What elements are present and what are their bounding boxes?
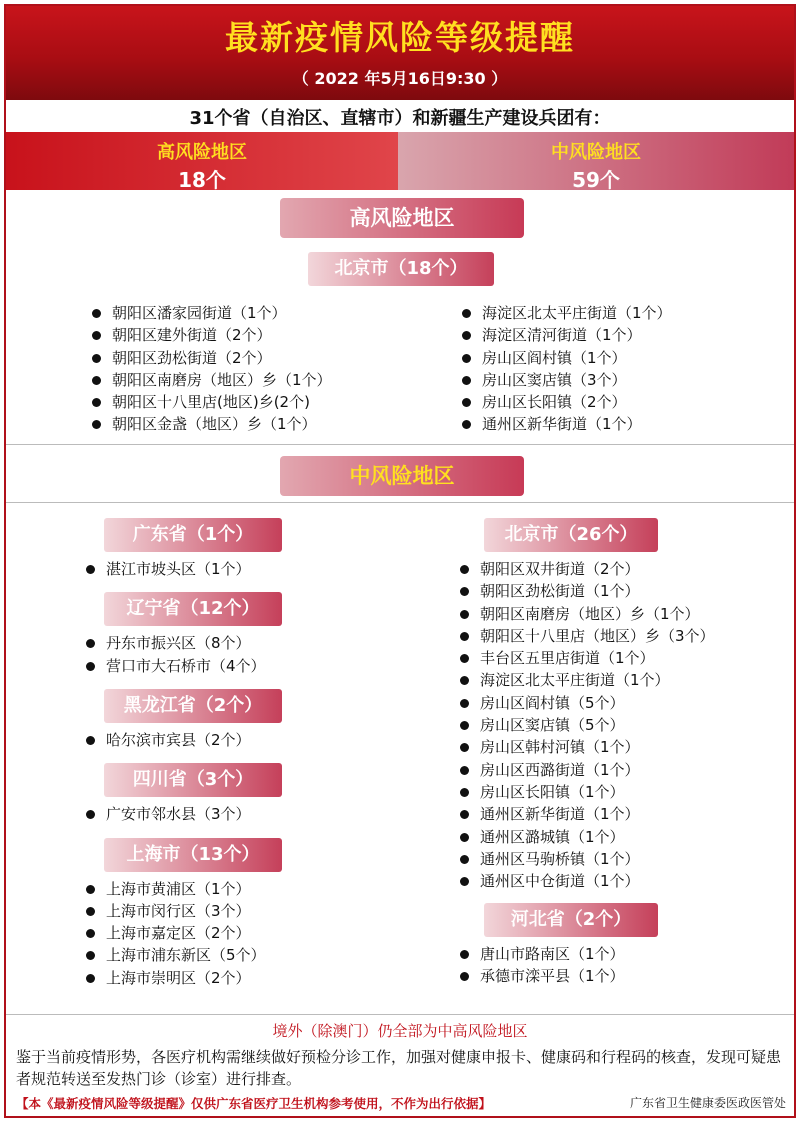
area-item: 朝阳区十八里店(地区)乡(2个) — [90, 391, 332, 413]
summary-high-count: 18个 — [178, 168, 226, 192]
intro-text: 31个省（自治区、直辖市）和新疆生产建设兵团有： — [189, 108, 611, 129]
section-divider — [6, 444, 794, 445]
province-header: 四川省（3个） — [104, 763, 282, 797]
poster — [4, 4, 796, 1118]
area-item: 湛江市坡头区（1个） — [84, 558, 251, 580]
high-risk-list-left — [90, 302, 332, 436]
footer — [16, 1094, 786, 1116]
area-item: 通州区中仓街道（1个） — [458, 870, 715, 892]
area-item: 房山区长阳镇（2个） — [460, 391, 672, 413]
province-area-list — [458, 943, 625, 988]
high-risk-section-label: 高风险地区 — [349, 206, 455, 230]
footer-disclaimer: 【本《最新疫情风险等级提醒》仅供广东省医疗卫生机构参考使用，不作为出行依据】 — [16, 1096, 492, 1111]
summary-high-label: 高风险地区 — [157, 142, 247, 163]
update-time: （ 2022 年5月16日9:30 ） — [292, 69, 508, 88]
area-item: 海淀区北太平庄街道（1个） — [460, 302, 672, 324]
area-item: 通州区新华街道（1个） — [460, 413, 672, 435]
province-area-list — [84, 632, 266, 677]
province-header: 北京市（26个） — [484, 518, 658, 552]
footer-source: 广东省卫生健康委医政医管处 — [629, 1096, 786, 1110]
province-header: 上海市（13个） — [104, 838, 282, 872]
area-item: 朝阳区建外街道（2个） — [90, 324, 332, 346]
area-item: 朝阳区金盏（地区）乡（1个） — [90, 413, 332, 435]
province-area-list — [84, 803, 251, 825]
area-item: 朝阳区双井街道（2个） — [458, 558, 715, 580]
province-header: 广东省（1个） — [104, 518, 282, 552]
mid-risk-section-title — [280, 456, 524, 496]
province-area-list — [458, 558, 715, 892]
area-item: 朝阳区南磨房（地区）乡（1个） — [458, 603, 715, 625]
area-item: 朝阳区劲松街道（1个） — [458, 580, 715, 602]
area-item: 房山区窦店镇（3个） — [460, 369, 672, 391]
mid-risk-section-label: 中风险地区 — [349, 464, 455, 488]
area-item: 上海市闵行区（3个） — [84, 900, 266, 922]
province-header: 黑龙江省（2个） — [104, 689, 282, 723]
area-item: 海淀区清河街道（1个） — [460, 324, 672, 346]
area-item: 广安市邻水县（3个） — [84, 803, 251, 825]
area-item: 房山区窦店镇（5个） — [458, 714, 715, 736]
area-item: 通州区新华街道（1个） — [458, 803, 715, 825]
area-item: 房山区阎村镇（5个） — [458, 692, 715, 714]
area-item: 营口市大石桥市（4个） — [84, 655, 266, 677]
area-item: 通州区潞城镇（1个） — [458, 826, 715, 848]
area-item: 哈尔滨市宾县（2个） — [84, 729, 251, 751]
area-item: 通州区马驹桥镇（1个） — [458, 848, 715, 870]
area-item: 上海市崇明区（2个） — [84, 967, 266, 989]
area-item: 朝阳区南磨房（地区）乡（1个） — [90, 369, 332, 391]
header-banner — [6, 6, 794, 100]
province-area-list — [84, 729, 251, 751]
summary-mid-risk — [398, 132, 794, 190]
province-header: 河北省（2个） — [484, 903, 658, 937]
section-divider — [6, 502, 794, 503]
area-item: 丰台区五里店街道（1个） — [458, 647, 715, 669]
summary-mid-count: 59个 — [572, 168, 620, 192]
overseas-notice: 境外（除澳门）仍全部为中高风险地区 — [272, 1022, 528, 1040]
area-item: 唐山市路南区（1个） — [458, 943, 625, 965]
high-risk-section-title — [280, 198, 524, 238]
area-item: 上海市浦东新区（5个） — [84, 944, 266, 966]
province-header-beijing-high: 北京市（18个） — [308, 252, 494, 286]
section-divider — [6, 1014, 794, 1015]
area-item: 上海市黄浦区（1个） — [84, 878, 266, 900]
guidance-notice: 鉴于当前疫情形势，各医疗机构需继续做好预检分诊工作，加强对健康申报卡、健康码和行程码的核查，发现可疑患者规范转送至发热门诊（诊室）进行排查。 — [16, 1048, 782, 1088]
area-item: 朝阳区十八里店（地区）乡（3个） — [458, 625, 715, 647]
area-item: 房山区韩村河镇（1个） — [458, 736, 715, 758]
province-area-list — [84, 558, 251, 580]
area-item: 房山区阎村镇（1个） — [460, 347, 672, 369]
area-item: 朝阳区劲松街道（2个） — [90, 347, 332, 369]
province-area-list — [84, 878, 266, 989]
high-risk-list-right — [460, 302, 672, 436]
area-item: 丹东市振兴区（8个） — [84, 632, 266, 654]
area-item: 承德市滦平县（1个） — [458, 965, 625, 987]
summary-mid-label: 中风险地区 — [551, 142, 641, 163]
page-title: 最新疫情风险等级提醒 — [225, 18, 575, 57]
area-item: 朝阳区潘家园街道（1个） — [90, 302, 332, 324]
area-item: 房山区西潞街道（1个） — [458, 759, 715, 781]
area-item: 房山区长阳镇（1个） — [458, 781, 715, 803]
area-item: 海淀区北太平庄街道（1个） — [458, 669, 715, 691]
province-header: 辽宁省（12个） — [104, 592, 282, 626]
area-item: 上海市嘉定区（2个） — [84, 922, 266, 944]
summary-high-risk — [6, 132, 398, 190]
